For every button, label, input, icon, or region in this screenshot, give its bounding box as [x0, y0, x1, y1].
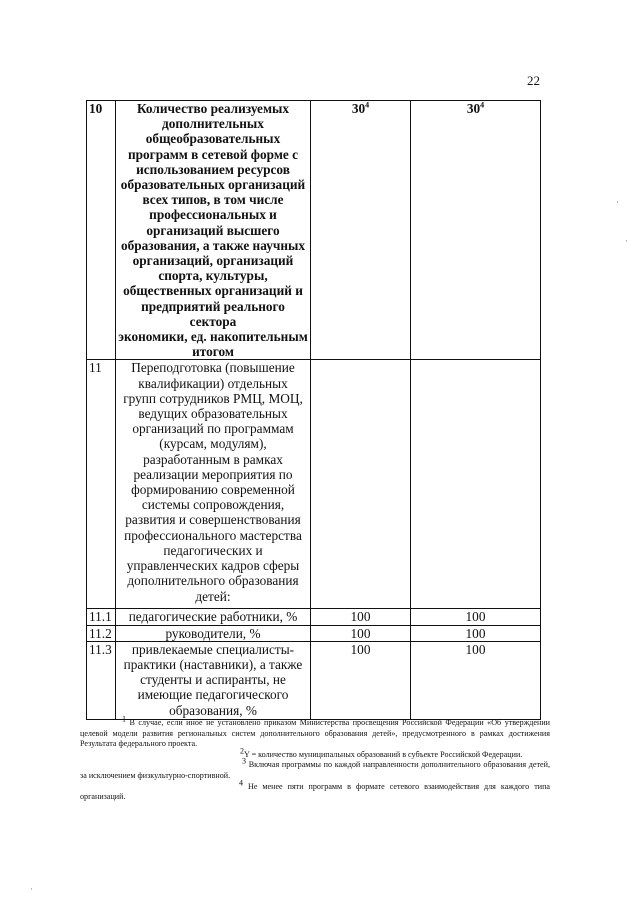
table-row — [87, 625, 541, 641]
footnote-text: Включая программы по каждой направленности дополнительного образования детей, за исключением физкультурно-спортивной. — [80, 760, 550, 780]
footnote-text: В случае, если иное не установлено приказом Министерства просвещения Российской Федерации «Об утверждении целевой модели развития региональных систем дополнительного образования детей», предусмотренного в рамках достижения Результата федерального проекта. — [80, 718, 550, 749]
footnote-mark: 4 — [239, 777, 243, 787]
row-number: 11 — [87, 360, 116, 609]
value-text: 30 — [466, 101, 481, 116]
value-cell-2 — [411, 101, 541, 360]
table-row — [87, 360, 541, 609]
value-cell-1 — [311, 101, 411, 360]
footnote — [80, 777, 550, 803]
row-number: 11.3 — [87, 641, 116, 719]
value-cell-2 — [411, 360, 541, 609]
indicator-text: Количество реализуемых дополнительных общеобразовательных программ в сетевой форме с использованием ресурсов образовательных организаций всех типов, в том числе профессиональных и организаций высшего образования, а также научных организаций, организаций спорта, культуры, общественных организаций и предприятий реального сектора экономики, ед. накопительным итогом — [118, 101, 308, 360]
value-cell-1: 100 — [311, 625, 411, 641]
indicator-cell — [116, 641, 311, 719]
footnote-text: Y = количество муниципальных образований в субъекте Российской Федерации. — [244, 749, 523, 759]
table-row — [87, 101, 541, 360]
scan-speck: · — [30, 884, 33, 894]
indicator-text: руководители, % — [165, 625, 261, 641]
indicator-cell — [116, 609, 311, 625]
table-row — [87, 609, 541, 625]
value-text: 30 — [351, 101, 366, 116]
footnote-ref: 4 — [480, 100, 485, 110]
indicator-text: Переподготовка (повышение квалификации) отдельных групп сотрудников РМЦ, МОЦ, ведущих образовательных организаций по программам (курсам, модулям), разработанным в рамках реализации мероприятия по формированию современной системы сопровождения, развития и совершенствования профессионального мастерства педагогических и управленческих кадров сферы дополнительного образования детей: — [123, 360, 303, 604]
value-cell-1: 100 — [311, 609, 411, 625]
footnote-mark: 2 — [240, 746, 244, 756]
value-cell-2: 100 — [411, 609, 541, 625]
indicator-cell — [116, 360, 311, 609]
indicators-table — [86, 100, 541, 720]
table-row — [87, 641, 541, 719]
value-cell-1: 100 — [311, 641, 411, 719]
page-number: 22 — [527, 73, 540, 88]
scan-speck: · — [625, 236, 628, 246]
row-number: 10 — [87, 101, 116, 360]
footnote — [80, 756, 550, 781]
footnote — [80, 746, 550, 761]
indicator-cell — [116, 101, 311, 360]
value-cell-1 — [311, 360, 411, 609]
scan-speck: · — [616, 197, 619, 207]
value-cell-2: 100 — [411, 625, 541, 641]
footnote-mark: 3 — [242, 756, 246, 766]
value-cell-2: 100 — [411, 641, 541, 719]
indicator-cell — [116, 625, 311, 641]
row-number: 11.2 — [87, 625, 116, 641]
row-number: 11.1 — [87, 609, 116, 625]
footnotes — [80, 714, 550, 803]
footnote-ref: 4 — [365, 100, 370, 110]
indicator-text: педагогические работники, % — [128, 609, 298, 625]
indicator-text: привлекаемые специалисты- практики (наставники), а также студенты и аспиранты, не имеющие педагогического образования, % — [123, 641, 303, 718]
footnote-text: Не менее пяти программ в формате сетевого взаимодействия для каждого типа организаций. — [80, 781, 550, 802]
footnote-mark: 1 — [122, 714, 126, 724]
footnote — [80, 714, 550, 750]
